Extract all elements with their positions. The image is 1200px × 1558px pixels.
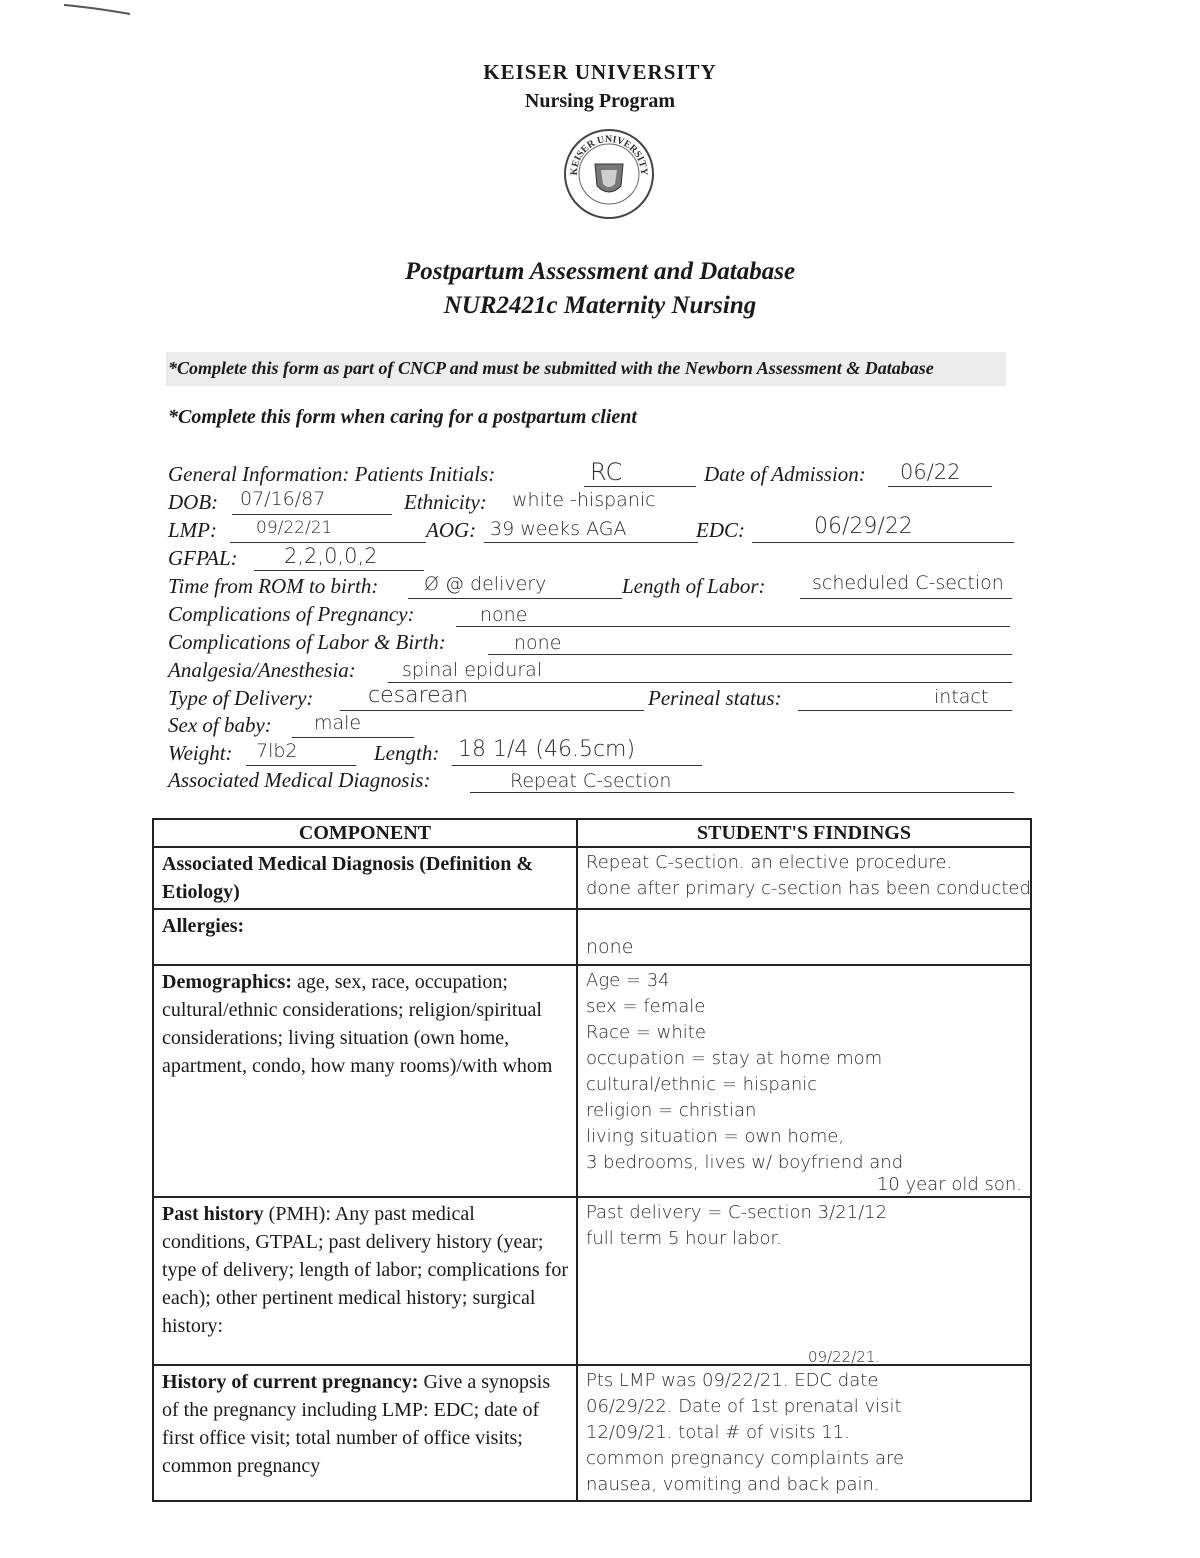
label-lmp: LMP: — [168, 518, 217, 542]
header-component: COMPONENT — [153, 819, 577, 847]
label-comp-pregnancy: Complications of Pregnancy: — [168, 602, 415, 626]
label-length-labor: Length of Labor: — [622, 574, 766, 598]
label-patient-initials: General Information: Patients Initials: — [168, 462, 496, 486]
university-seal-icon — [563, 128, 655, 220]
findings-cell[interactable] — [577, 1197, 1031, 1365]
underline-lmp — [230, 542, 426, 543]
course-title: NUR2421c Maternity Nursing — [443, 292, 757, 319]
component-label: Demographics: — [162, 971, 292, 993]
value-time-rom[interactable]: Ø @ delivery — [424, 573, 547, 595]
component-cell — [153, 965, 577, 1197]
instruction-2: *Complete this form when caring for a postpartum client — [168, 406, 637, 428]
finding-line: done after primary c-section has been conducted — [586, 878, 1031, 899]
finding-line: 06/29/22. Date of 1st prenatal visit — [586, 1396, 902, 1417]
underline-edc — [752, 542, 1014, 543]
underline-sex — [292, 737, 414, 738]
label-delivery-type: Type of Delivery: — [168, 686, 314, 710]
finding-line: Age = 34 — [586, 970, 670, 991]
label-perineal-status: Perineal status: — [648, 686, 782, 710]
component-desc: (PMH): Any past medical conditions, GTPAL; past delivery history (year; type of delivery; length of labor; complications for each); other pertinent medical history; surgical history: — [162, 1203, 568, 1337]
underline-aog — [484, 542, 698, 543]
value-comp-labor[interactable]: none — [514, 632, 562, 654]
label-medical-diagnosis: Associated Medical Diagnosis: — [168, 768, 431, 792]
finding-line: 12/09/21. total # of visits 11. — [586, 1422, 850, 1443]
underline-weight — [246, 765, 356, 766]
finding-line: 3 bedrooms, lives w/ boyfriend and — [586, 1152, 904, 1173]
underline-labor — [800, 598, 1012, 599]
component-desc: age, sex, race, occupation; cultural/ethnic considerations; religion/spiritual considerations; living situation (own home, apartment, condo, how many rooms)/with whom — [162, 971, 553, 1077]
value-patient-initials[interactable]: RC — [590, 458, 623, 486]
value-edc[interactable]: 06/29/22 — [814, 514, 913, 539]
value-medical-diagnosis[interactable]: Repeat C-section — [510, 770, 672, 792]
underline-perineal — [798, 710, 1012, 711]
underline-length — [452, 765, 702, 766]
label-comp-labor: Complications of Labor & Birth: — [168, 630, 446, 654]
finding-note: 09/22/21. — [808, 1348, 881, 1366]
finding-line: none — [586, 936, 634, 958]
stray-pen-mark — [62, 2, 132, 16]
underline-delivery — [340, 710, 644, 711]
table-row — [153, 965, 1031, 1197]
underline-gfpal — [254, 570, 424, 571]
table-row — [153, 1365, 1031, 1501]
findings-cell[interactable] — [577, 965, 1031, 1197]
finding-line: cultural/ethnic = hispanic — [586, 1074, 818, 1095]
findings-cell[interactable] — [577, 1348, 1031, 1501]
component-label: History of current pregnancy: — [162, 1371, 419, 1393]
table-row — [153, 847, 1031, 909]
label-length: Length: — [374, 741, 440, 765]
assessment-table — [152, 818, 1032, 1502]
label-edc: EDC: — [696, 518, 745, 542]
value-dob[interactable]: 07/16/87 — [240, 488, 326, 510]
label-ethnicity: Ethnicity: — [404, 490, 487, 514]
underline-analgesia — [388, 682, 1012, 683]
value-analgesia[interactable]: spinal epidural — [402, 659, 543, 681]
value-weight[interactable]: 7lb2 — [256, 740, 298, 762]
underline-dob — [232, 514, 392, 515]
findings-cell[interactable] — [577, 847, 1031, 909]
finding-line: Past delivery = C-section 3/21/12 — [586, 1202, 888, 1223]
underline-admission — [888, 486, 992, 487]
value-aog[interactable]: 39 weeks AGA — [490, 518, 627, 540]
findings-cell[interactable] — [577, 909, 1031, 965]
component-cell — [153, 909, 577, 965]
component-cell — [153, 1365, 577, 1501]
underline-diagnosis — [470, 792, 1014, 793]
value-sex-baby[interactable]: male — [314, 712, 362, 734]
form-title: Postpartum Assessment and Database — [404, 258, 796, 285]
component-label: Allergies: — [162, 915, 245, 937]
underline-rom — [408, 598, 622, 599]
value-comp-pregnancy[interactable]: none — [480, 604, 528, 626]
finding-line: Pts LMP was 09/22/21. EDC date — [586, 1370, 879, 1391]
finding-line: living situation = own home, — [586, 1126, 845, 1147]
finding-line: nausea, vomiting and back pain. — [586, 1474, 880, 1495]
svg-text:KEISER UNIVERSITY: KEISER UNIVERSITY — [568, 133, 650, 176]
finding-line: occupation = stay at home mom — [586, 1048, 883, 1069]
component-label: Associated Medical Diagnosis (Definition & Etiology) — [162, 853, 534, 903]
label-analgesia: Analgesia/Anesthesia: — [168, 658, 356, 682]
finding-line: common pregnancy complaints are — [586, 1448, 905, 1469]
value-length-labor[interactable]: scheduled C-section — [812, 572, 1004, 594]
finding-line: 10 year old son. — [876, 1174, 1022, 1195]
table-row — [153, 1197, 1031, 1365]
value-admission-date[interactable]: 06/22 — [900, 460, 961, 484]
finding-line: religion = christian — [586, 1100, 757, 1121]
underline-comp-labor — [488, 654, 1012, 655]
component-label: Past history — [162, 1203, 264, 1225]
table-header-row — [153, 819, 1031, 847]
university-name: KEISER UNIVERSITY — [483, 60, 717, 84]
label-aog: AOG: — [426, 518, 477, 542]
label-gfpal: GFPAL: — [168, 546, 238, 570]
finding-line: full term 5 hour labor. — [586, 1228, 783, 1249]
header-findings: STUDENT'S FINDINGS — [577, 819, 1031, 847]
value-length[interactable]: 18 1/4 (46.5cm) — [458, 737, 636, 762]
underline-initials — [584, 486, 696, 487]
underline-comp-pregnancy — [456, 626, 1010, 627]
value-perineal-status[interactable]: intact — [934, 686, 989, 708]
value-ethnicity[interactable]: white -hispanic — [512, 489, 656, 511]
label-sex-baby: Sex of baby: — [168, 713, 272, 737]
table-row — [153, 909, 1031, 965]
label-time-rom: Time from ROM to birth: — [168, 574, 379, 598]
label-admission-date: Date of Admission: — [704, 462, 866, 486]
value-lmp[interactable]: 09/22/21 — [256, 518, 333, 538]
finding-line: Repeat C-section. an elective procedure. — [586, 852, 953, 873]
instruction-1: *Complete this form as part of CNCP and must be submitted with the Newborn Assessment & Database — [168, 358, 934, 378]
value-gfpal[interactable]: 2,2,0,0,2 — [284, 544, 378, 568]
finding-line: sex = female — [586, 996, 706, 1017]
label-weight: Weight: — [168, 741, 233, 765]
component-desc: Give a synopsis of the pregnancy including LMP: EDC; date of first office visit; total number of office visits; common pregnancy — [162, 1371, 551, 1477]
label-dob: DOB: — [168, 490, 219, 514]
value-delivery-type[interactable]: cesarean — [368, 683, 469, 708]
component-cell — [153, 847, 577, 909]
finding-line: Race = white — [586, 1022, 706, 1043]
program-name: Nursing Program — [524, 90, 676, 112]
component-cell — [153, 1197, 577, 1365]
